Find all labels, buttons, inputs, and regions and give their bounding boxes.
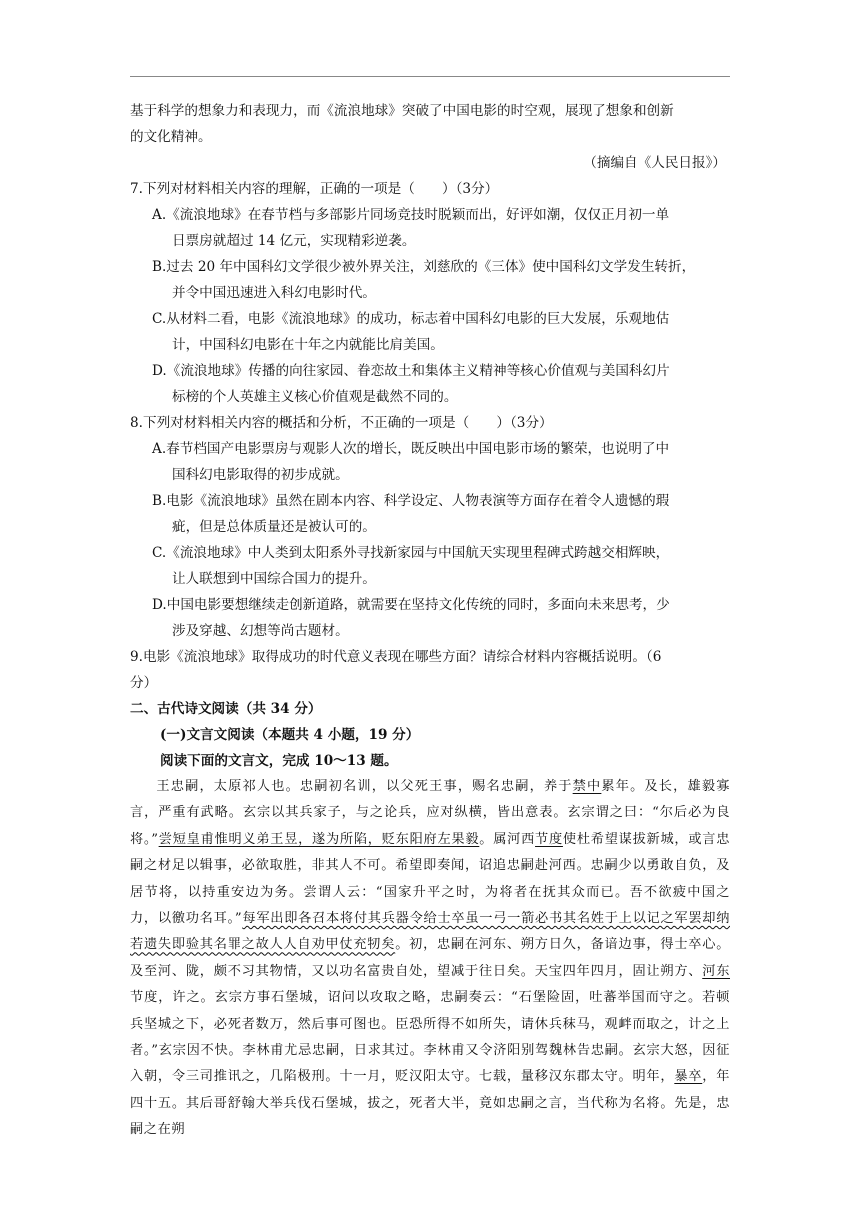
source-citation: （摘编自《人民日报》）: [583, 155, 726, 171]
underlined-term: 暴卒: [674, 1069, 703, 1085]
question-7-option-c: [130, 306, 730, 358]
option-text-cont: 让人联想到中国综合国力的提升。: [172, 571, 376, 587]
option-text: B.电影《流浪地球》虽然在剧本内容、科学设定、人物表演等方面存在着令人遗憾的瑕: [152, 493, 670, 509]
header-rule: [130, 76, 730, 77]
option-text: A.《流浪地球》在春节档与多部影片同场竞技时脱颖而出，好评如潮，仅仅正月初一单: [152, 207, 670, 223]
question-8-option-d: [130, 592, 730, 644]
subsection-title: (一)文言文阅读（本题共 4 小题，19 分）: [160, 727, 420, 743]
question-9-line-2: 分）: [130, 675, 158, 691]
question-7-option-b: [130, 254, 730, 306]
option-text-cont: 日票房就超过 14 亿元，实现精彩逆袭。: [172, 233, 416, 249]
passage-text: 累年。及长，雄毅寡言，严重有武略。玄宗以其兵家子，与之论兵，应对纵横，皆出意表。玄宗谓之曰：“尔后必为良将。”: [130, 779, 730, 847]
intro-line-1: 基于科学的想象力和表现力，而《流浪地球》突破了中国电影的时空观，展现了想象和创新: [130, 103, 674, 119]
option-text-cont: 计，中国科幻电影在十年之内就能比肩美国。: [172, 337, 444, 353]
question-8-stem: 8.下列对材料相关内容的概括和分析，不正确的一项是（ ）（3分）: [130, 415, 553, 431]
underlined-term: 禁中: [572, 779, 602, 794]
question-7-option-d: [130, 358, 730, 410]
option-text-cont: 并令中国迅速进入科幻电影时代。: [172, 285, 376, 301]
option-text: C.从材料二看，电影《流浪地球》的成功，标志着中国科幻电影的巨大发展，乐观地估: [152, 311, 670, 327]
classical-passage: [130, 774, 730, 1144]
passage-text: 王忠嗣，太原祁人也。忠嗣初名训，以父死王事，赐名忠嗣，养于: [156, 779, 573, 794]
document-page: [130, 98, 730, 1144]
option-text-cont: 标榜的个人英雄主义核心价值观是截然不同的。: [172, 389, 458, 405]
question-8-option-b: [130, 488, 730, 540]
option-text-cont: 涉及穿越、幻想等尚古题材。: [172, 623, 349, 639]
passage-text: 。初，忠嗣在河东、朔方日久，备谙边事，得士卒心。及至河、陇，颇不习其物情，又以功名富贵自处，望减于往日矣。天宝四年四月，固让朔方、: [130, 937, 730, 979]
passage-text: 节度，许之。玄宗方事石堡城，诏问以攻取之略，忠嗣奏云：“石堡险固，吐蕃举国而守之。若顿兵坚城之下，必死者数万，然后事可图也。臣恐所得不如所失，请休兵秣马，观衅而取之，计之上者。”玄宗因不快。李林甫尤忌忠嗣，日求其过。李林甫又令济阳别驾魏林告忠嗣。玄宗大怒，因征入朝，令三司推讯之，几陷极刑。十一月，贬汉阳太守。七载，量移汉东郡太守。明年，: [130, 990, 730, 1085]
question-8-option-a: [130, 436, 730, 488]
option-text: D.中国电影要想继续走创新道路，就需要在坚持文化传统的同时，多面向未来思考，少: [152, 597, 670, 613]
option-text-cont: 国科幻电影取得的初步成就。: [172, 467, 349, 483]
option-text: A.春节档国产电影票房与观影人次的增长，既反映出中国电影市场的繁荣，也说明了中: [152, 441, 670, 457]
section-2-title: 二、古代诗文阅读（共 34 分）: [130, 701, 322, 717]
reading-instruction: 阅读下面的文言文，完成 10～13 题。: [160, 753, 398, 769]
passage-text: 使杜希望谋拔新城，或言忠嗣之材足以辑事，必欲取胜，非其人不可。希望即奏闻，诏追忠嗣赴河西。忠嗣少以勇敢自负，及居节将，以持重安边为务。尝谓人云：“国家升平之时，为将者在抚其众而已。吾不欲疲中国之力，以徼功名耳。”: [130, 831, 730, 927]
option-text: D.《流浪地球》传播的向往家园、眷恋故土和集体主义精神等核心价值观与美国科幻片: [152, 363, 670, 379]
question-8-option-c: [130, 540, 730, 592]
intro-line-2: 的文化精神。: [130, 129, 212, 145]
underlined-term: 节度: [535, 831, 563, 847]
passage-text: ，年四十五。其后哥舒翰大举兵伐石堡城，拔之，死者大半，竟如忠嗣之言，当代称为名将。先是，忠嗣之在朔: [130, 1069, 730, 1138]
question-9-line-1: 9.电影《流浪地球》取得成功的时代意义表现在哪些方面？请综合材料内容概括说明。（6: [130, 649, 662, 665]
option-text-cont: 疵，但是总体质量还是被认可的。: [172, 519, 376, 535]
option-text: C.《流浪地球》中人类到太阳系外寻找新家园与中国航天实现里程碑式跨越交相辉映，: [152, 545, 670, 561]
passage-text: 。属河西: [479, 831, 536, 847]
wavy-underlined-sentence: 每军出即各召本将付其兵器令给士卒虽一弓一箭必书其名姓于上以记之军罢却纳若遗失即验其名罪之故人人自劝甲仗充牣矣: [130, 911, 730, 953]
option-text: B.过去 20 年中国科幻文学很少被外界关注，刘慈欣的《三体》使中国科幻文学发生转折，: [152, 259, 696, 275]
underlined-term: 河东: [702, 963, 730, 979]
question-7-option-a: [130, 202, 730, 254]
underlined-sentence: 尝短皇甫惟明义弟王昱，遂为所陷，贬东阳府左果毅: [158, 831, 480, 847]
question-7-stem: 7.下列对材料相关内容的理解，正确的一项是（ ）（3分）: [130, 181, 499, 197]
